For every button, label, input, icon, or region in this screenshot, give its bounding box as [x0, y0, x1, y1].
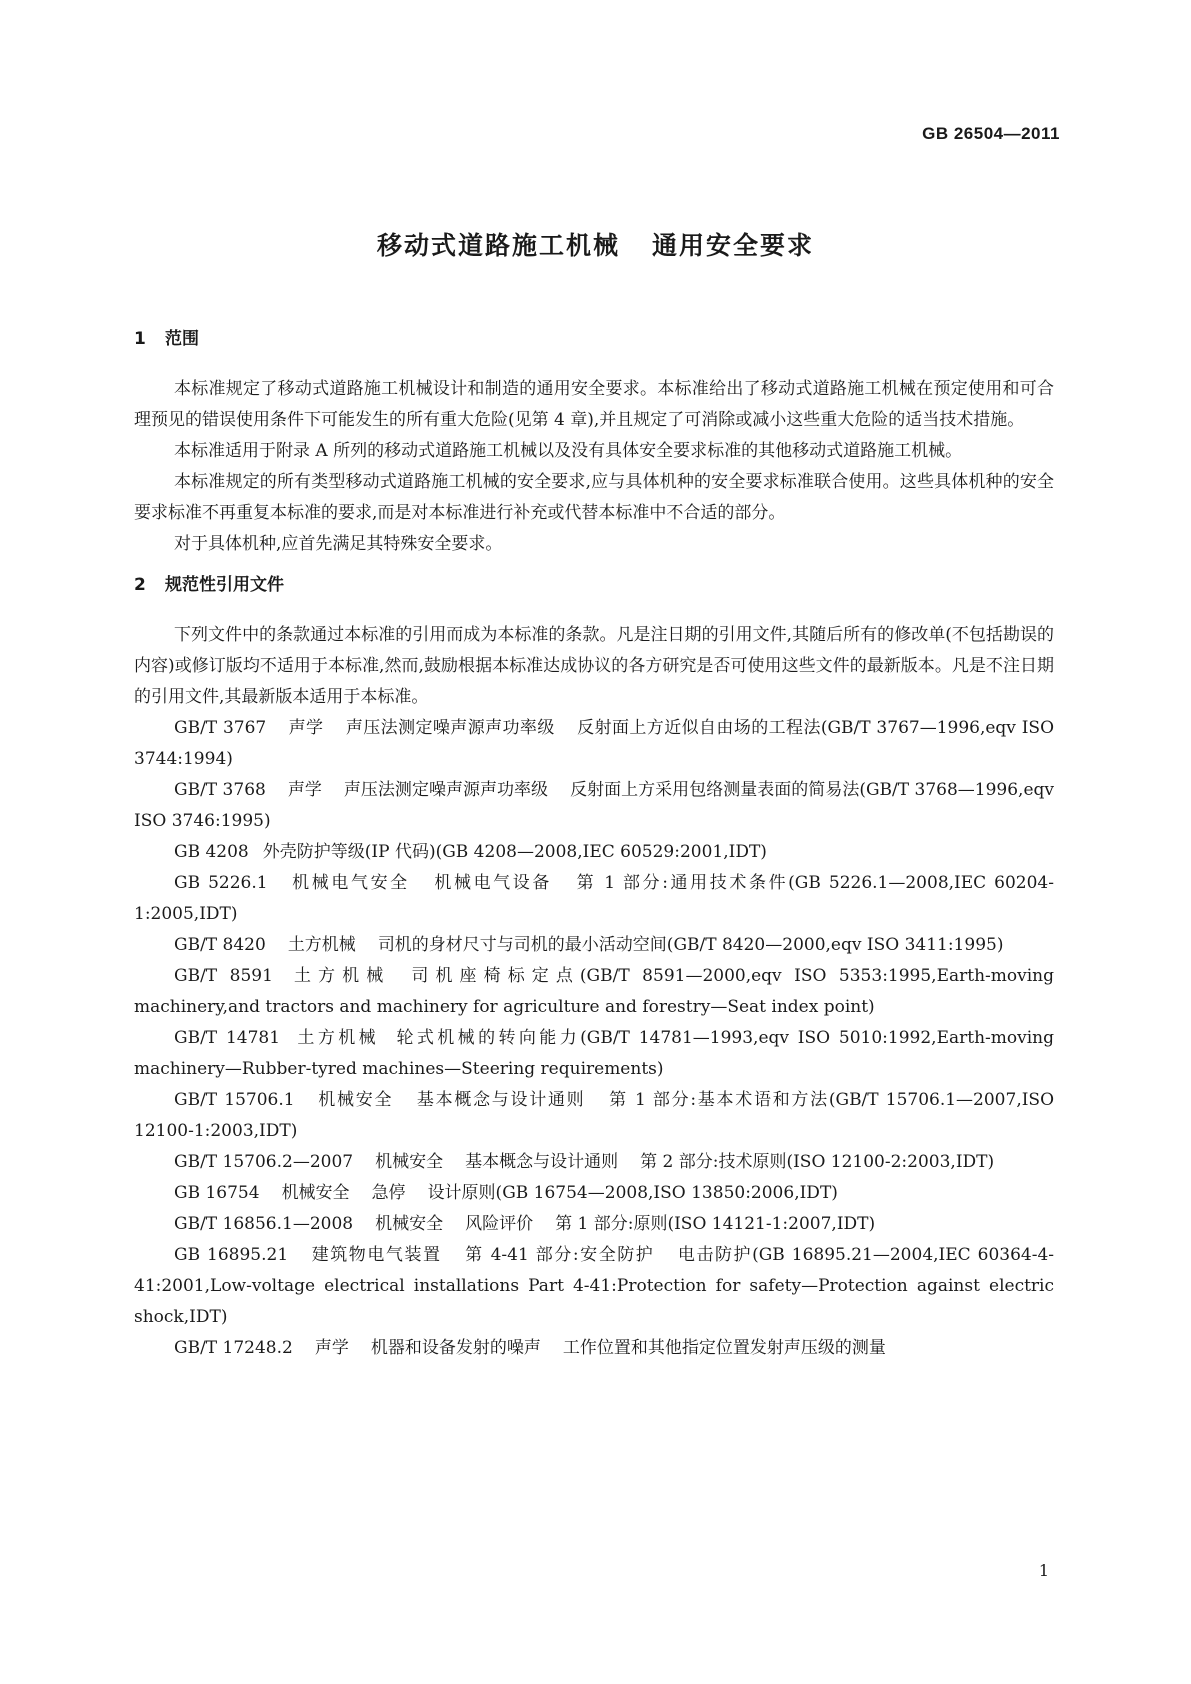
section-title: 范围	[165, 329, 199, 349]
reference-item: GB/T 3768 声学 声压法测定噪声源声功率级 反射面上方采用包络测量表面的简易法(GB/T 3768—1996,eqv ISO 3746:1995)	[134, 780, 1055, 831]
reference-code: GB 16754	[174, 1183, 260, 1203]
reference-code: GB 4208	[174, 842, 249, 862]
document-body	[134, 324, 1054, 1364]
document-title	[0, 226, 1191, 262]
reference-item: GB/T 16856.1—2008 机械安全 风险评价 第 1 部分:原则(ISO 14121-1:2007,IDT)	[174, 1214, 876, 1234]
reference-item: GB/T 3767 声学 声压法测定噪声源声功率级 反射面上方近似自由场的工程法(GB/T 3767—1996,eqv ISO 3744:1994)	[134, 718, 1055, 769]
standard-code: GB 26504—2011	[922, 124, 1060, 143]
section-number: 2	[134, 575, 146, 595]
reference-code: GB/T 8420	[174, 935, 266, 955]
reference-code: GB/T 14781	[174, 1028, 281, 1048]
reference-item: GB/T 8420 土方机械 司机的身材尺寸与司机的最小活动空间(GB/T 8420—2000,eqv ISO 3411:1995)	[174, 935, 1004, 955]
references-intro: 下列文件中的条款通过本标准的引用而成为本标准的条款。凡是注日期的引用文件,其随后所有的修改单(不包括勘误的内容)或修订版均不适用于本标准,然而,鼓励根据本标准达成协议的各方研究是否可使用这些文件的最新版本。凡是不注日期的引用文件,其最新版本适用于本标准。	[134, 625, 1054, 707]
reference-item: GB 5226.1 机械电气安全 机械电气设备 第 1 部分:通用技术条件(GB 5226.1—2008,IEC 60204-1:2005,IDT)	[134, 873, 1054, 924]
section-title: 规范性引用文件	[165, 575, 284, 595]
reference-code: GB/T 16856.1—2008	[174, 1214, 354, 1234]
reference-code: GB 5226.1	[174, 873, 268, 893]
reference-item: GB/T 15706.2—2007 机械安全 基本概念与设计通则 第 2 部分:技术原则(ISO 12100-2:2003,IDT)	[174, 1152, 995, 1172]
scope-paragraph: 本标准规定的所有类型移动式道路施工机械的安全要求,应与具体机种的安全要求标准联合使用。这些具体机种的安全要求标准不再重复本标准的要求,而是对本标准进行补充或代替本标准中不合适的部分。	[134, 472, 1054, 523]
reference-code: GB 16895.21	[174, 1245, 289, 1265]
reference-code: GB/T 3768	[174, 780, 266, 800]
reference-item: GB/T 8591 土方机械 司机座椅标定点(GB/T 8591—2000,eqv ISO 5353:1995,Earth-moving machinery,and tractors and machinery for agriculture and forestry—Seat index point)	[134, 966, 1055, 1017]
scope-paragraph: 本标准适用于附录 A 所列的移动式道路施工机械以及没有具体安全要求标准的其他移动式道路施工机械。	[174, 441, 963, 461]
reference-item: GB 4208 外壳防护等级(IP 代码)(GB 4208—2008,IEC 60529:2001,IDT)	[174, 842, 767, 862]
page-number: 1	[1038, 1561, 1049, 1580]
reference-code: GB/T 3767	[174, 718, 267, 738]
section-number: 1	[134, 329, 146, 349]
reference-code: GB/T 15706.1	[174, 1090, 295, 1110]
reference-item: GB/T 15706.1 机械安全 基本概念与设计通则 第 1 部分:基本术语和方法(GB/T 15706.1—2007,ISO 12100-1:2003,IDT)	[134, 1090, 1055, 1141]
title-sub: 通用安全要求	[652, 231, 815, 260]
reference-code: GB/T 17248.2	[174, 1338, 293, 1358]
section-2-heading	[134, 570, 1054, 600]
reference-item: GB/T 14781 土方机械 轮式机械的转向能力(GB/T 14781—1993,eqv ISO 5010:1992,Earth-moving machinery—Rubber-tyred machines—Steering requirements)	[134, 1028, 1054, 1079]
reference-item: GB 16895.21 建筑物电气装置 第 4-41 部分:安全防护 电击防护(GB 16895.21—2004,IEC 60364-4-41:2001,Low-voltage electrical installations Part 4-41:Protection for safety—Protection against electric shock,IDT)	[134, 1245, 1055, 1327]
scope-paragraph: 对于具体机种,应首先满足其特殊安全要求。	[174, 534, 503, 554]
reference-item: GB 16754 机械安全 急停 设计原则(GB 16754—2008,ISO 13850:2006,IDT)	[174, 1183, 838, 1203]
section-1-heading	[134, 324, 1054, 354]
scope-paragraph: 本标准规定了移动式道路施工机械设计和制造的通用安全要求。本标准给出了移动式道路施工机械在预定使用和可合理预见的错误使用条件下可能发生的所有重大危险(见第 4 章),并且规定了可消除或减小这些重大危险的适当技术措施。	[134, 379, 1054, 430]
reference-code: GB/T 15706.2—2007	[174, 1152, 354, 1172]
title-main: 移动式道路施工机械	[376, 231, 620, 260]
reference-item: GB/T 17248.2 声学 机器和设备发射的噪声 工作位置和其他指定位置发射声压级的测量	[174, 1338, 886, 1358]
reference-code: GB/T 8591	[174, 966, 273, 986]
